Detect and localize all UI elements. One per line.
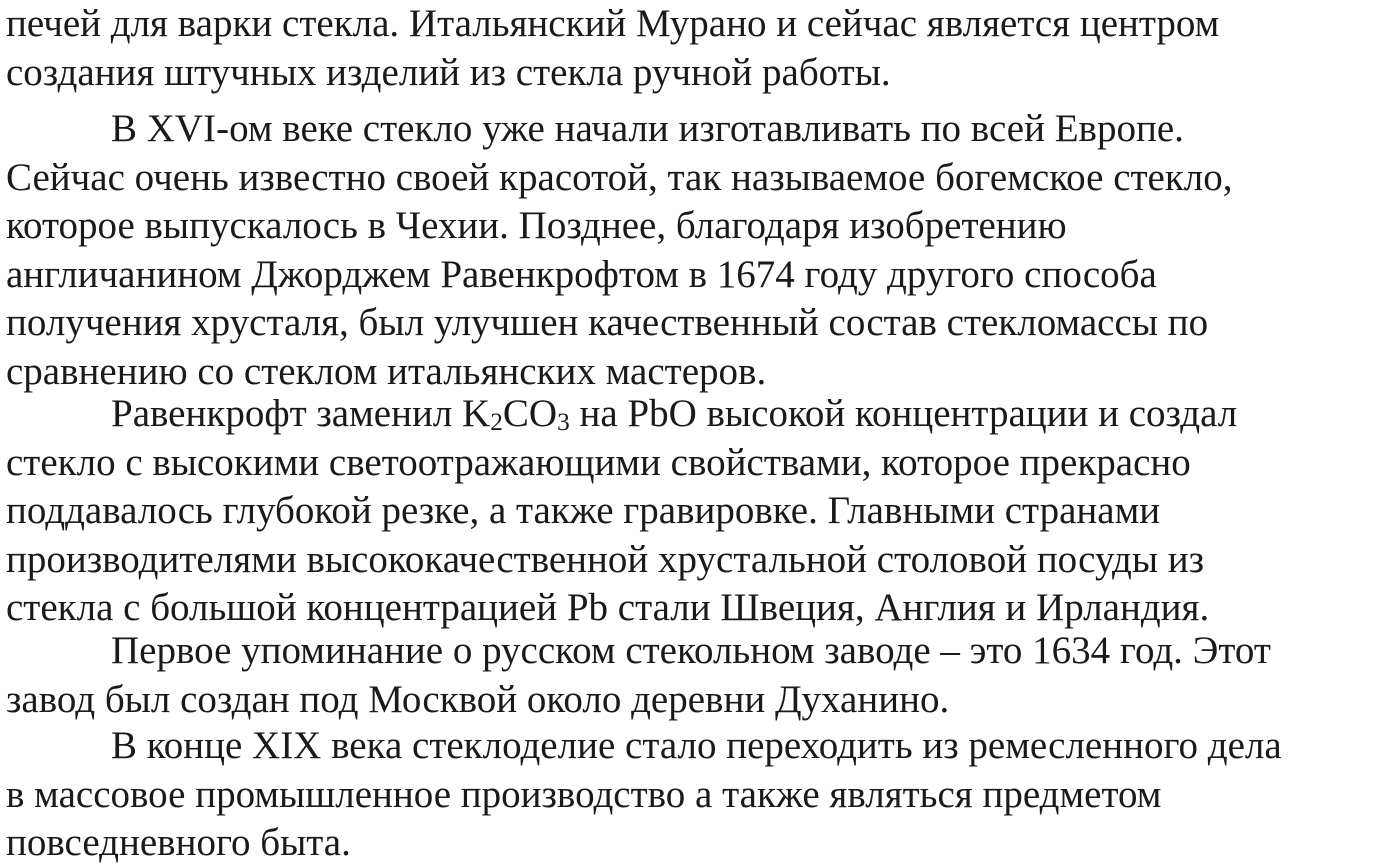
text-line: которое выпускалось в Чехии. Позднее, благодаря изобретению <box>6 204 1067 248</box>
text-line: завод был создан под Москвой около деревни Духанино. <box>6 677 950 721</box>
subscript: 2 <box>490 407 503 436</box>
text-segment: Равенкрофт заменил K <box>111 392 491 435</box>
text-line: сравнению со стеклом итальянских мастеров. <box>6 349 767 393</box>
text-line: англичанином Джорджем Равенкрофтом в 1674 году другого способа <box>6 252 1157 296</box>
text-line: В конце XIX века стеклоделие стало переходить из ремесленного дела <box>111 724 1282 767</box>
paragraph-4 <box>6 627 1271 724</box>
text-line: Сейчас очень известно своей красотой, так называемое богемское стекло, <box>6 155 1233 199</box>
text-line: стекло с высокими светоотражающими свойствами, которое прекрасно <box>6 440 1191 484</box>
text-line: создания штучных изделий из стекла ручной работы. <box>6 50 891 94</box>
text-segment: на PbO высокой концентрации и создал <box>569 392 1238 435</box>
text-line: В XVI-ом веке стекло уже начали изготавливать по всей Европе. <box>111 107 1184 150</box>
paragraph-3 <box>6 390 1237 633</box>
text-line: в массовое промышленное производство а также являться предметом <box>6 772 1162 816</box>
paragraph-1 <box>6 0 1219 97</box>
text-line: повседневного быта. <box>6 821 351 865</box>
text-line: печей для варки стекла. Итальянский Мурано и сейчас является центром <box>6 2 1220 45</box>
subscript: 3 <box>557 407 570 436</box>
paragraph-2 <box>6 105 1233 397</box>
text-line: Первое упоминание о русском стекольном заводе – это 1634 год. Этот <box>111 629 1271 672</box>
text-line-formula <box>6 390 1237 439</box>
text-line: производителями высококачественной хрустальной столовой посуды из <box>6 537 1205 581</box>
text-segment: CO <box>502 392 558 435</box>
text-line: стекла с большой концентрацией Pb стали Швеция, Англия и Ирландия. <box>6 586 1210 630</box>
paragraph-5 <box>6 722 1282 868</box>
text-line: поддавалось глубокой резке, а также гравировке. Главными странами <box>6 489 1161 533</box>
text-line: получения хрусталя, был улучшен качественный состав стекломассы по <box>6 301 1209 345</box>
